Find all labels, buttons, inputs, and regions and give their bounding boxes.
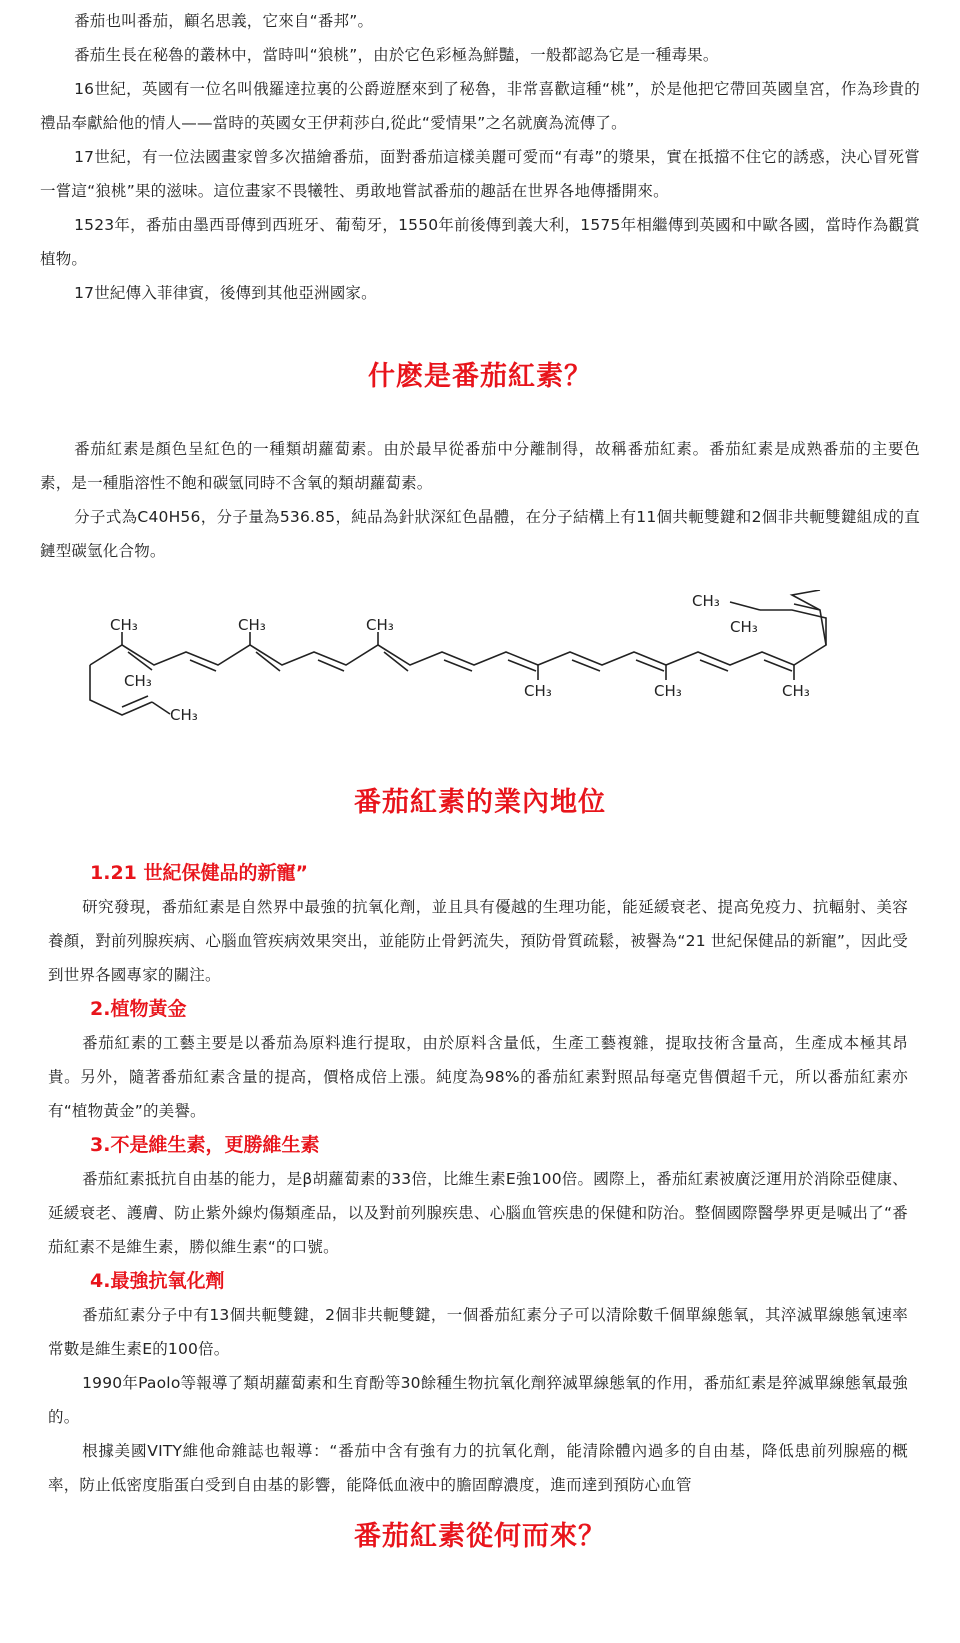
methyl-label: CH₃ bbox=[366, 616, 394, 634]
methyl-label: CH₃ bbox=[170, 706, 198, 724]
subsection-paragraph: 番茄紅素抵抗自由基的能力，是β胡蘿蔔素的33倍，比維生素E強100倍。國際上，番茄紅素被廣泛運用於消除亞健康、延緩衰老、護膚、防止紫外線灼傷類產品，以及對前列腺疾患、心腦血管疾患的保健和防治。整個國際醫學界更是喊出了“番茄紅素不是維生素，勝似維生素“的口號。 bbox=[48, 1170, 908, 1256]
section-title-where-from: 番茄紅素從何而來？ bbox=[354, 1521, 606, 1552]
intro-paragraph: 16世紀，英國有一位名叫俄羅達拉裏的公爵遊歷來到了秘魯，非常喜歡這種“桃”，於是他把它帶回英國皇宮，作為珍貴的禮品奉獻給他的情人——當時的英國女王伊莉莎白,從此“愛情果”之名就廣為流傳了。 bbox=[40, 80, 920, 132]
methyl-label: CH₃ bbox=[654, 682, 682, 700]
subsection-paragraph: 番茄紅素的工藝主要是以番茄為原料進行提取，由於原料含量低，生產工藝複雜，提取技術含量高，生產成本極其昂貴。另外，隨著番茄紅素含量的提高，價格成倍上漲。純度為98%的番茄紅素對照品每毫克售價超千元，所以番茄紅素亦有“植物黃金”的美譽。 bbox=[48, 1034, 908, 1120]
methyl-label: CH₃ bbox=[730, 618, 758, 636]
methyl-labels bbox=[110, 592, 810, 724]
methyl-label: CH₃ bbox=[782, 682, 810, 700]
methyl-label: CH₃ bbox=[524, 682, 552, 700]
subsection-heading: 4.最強抗氧化劑 bbox=[90, 1270, 225, 1292]
subsection-paragraph: 1990年Paolo等報導了類胡蘿蔔素和生育酚等30餘種生物抗氧化劑猝滅單線態氧的作用，番茄紅素是猝滅單線態氧最強的。 bbox=[48, 1374, 908, 1426]
section1-paragraph: 番茄紅素是顏色呈紅色的一種類胡蘿蔔素。由於最早從番茄中分離制得，故稱番茄紅素。番茄紅素是成熟番茄的主要色素，是一種脂溶性不飽和碳氫同時不含氧的類胡蘿蔔素。 bbox=[40, 440, 920, 492]
subsection-heading: 1.21 世紀保健品的新寵” bbox=[90, 862, 308, 884]
methyl-label: CH₃ bbox=[238, 616, 266, 634]
section-title-what-is-lycopene: 什麽是番茄紅素？ bbox=[368, 361, 592, 392]
lycopene-structure-diagram bbox=[80, 590, 880, 740]
methyl-label: CH₃ bbox=[110, 616, 138, 634]
intro-paragraph: 番茄生長在秘魯的叢林中，當時叫“狼桃”，由於它色彩極為鮮豔，一般都認為它是一種毒果。 bbox=[74, 46, 719, 64]
subsection-heading: 3.不是維生素，更勝維生素 bbox=[90, 1134, 320, 1156]
subsection-heading: 2.植物黃金 bbox=[90, 998, 187, 1020]
methyl-label: CH₃ bbox=[692, 592, 720, 610]
subsection-paragraph: 根據美國VITY維他命雜誌也報導：“番茄中含有強有力的抗氧化劑，能清除體內過多的自由基，降低患前列腺癌的概率，防止低密度脂蛋白受到自由基的影響，能降低血液中的膽固醇濃度，進而達到預防心血管 bbox=[48, 1442, 908, 1494]
subsection-paragraph: 研究發現，番茄紅素是自然界中最強的抗氧化劑，並且具有優越的生理功能，能延緩衰老、提高免疫力、抗輻射、美容養顏，對前列腺疾病、心腦血管疾病效果突出，並能防止骨鈣流失，預防骨質疏鬆，被譽為“21 世紀保健品的新寵”，因此受到世界各國專家的關注。 bbox=[48, 898, 908, 984]
section1-paragraph: 分子式為C40H56，分子量為536.85，純品為針狀深紅色晶體，在分子結構上有11個共軛雙鍵和2個非共軛雙鍵組成的直鏈型碳氫化合物。 bbox=[40, 508, 920, 560]
subsection-paragraph: 番茄紅素分子中有13個共軛雙鍵，2個非共軛雙鍵，一個番茄紅素分子可以清除數千個單線態氧，其淬滅單線態氧速率常數是維生素E的100倍。 bbox=[48, 1306, 908, 1358]
section2-body bbox=[48, 856, 908, 1502]
intro-paragraph: 17世紀，有一位法國畫家曾多次描繪番茄，面對番茄這樣美麗可愛而“有毒”的漿果，實在抵擋不住它的誘惑，決心冒死嘗一嘗這“狼桃”果的滋味。這位畫家不畏犧牲、勇敢地嘗試番茄的趣話在世界各地傳播開來。 bbox=[40, 148, 920, 200]
intro-section bbox=[40, 4, 920, 310]
intro-paragraph: 番茄也叫番茄，顧名思義，它來自“番邦”。 bbox=[74, 12, 374, 30]
methyl-label: CH₃ bbox=[124, 672, 152, 690]
section1-body bbox=[40, 432, 920, 568]
intro-paragraph: 1523年，番茄由墨西哥傳到西班牙、葡萄牙，1550年前後傳到義大利，1575年相繼傳到英國和中歐各國，當時作為觀賞植物。 bbox=[40, 216, 920, 268]
section-title-industry-status: 番茄紅素的業內地位 bbox=[354, 787, 606, 818]
intro-paragraph: 17世紀傳入菲律賓，後傳到其他亞洲國家。 bbox=[74, 284, 377, 302]
